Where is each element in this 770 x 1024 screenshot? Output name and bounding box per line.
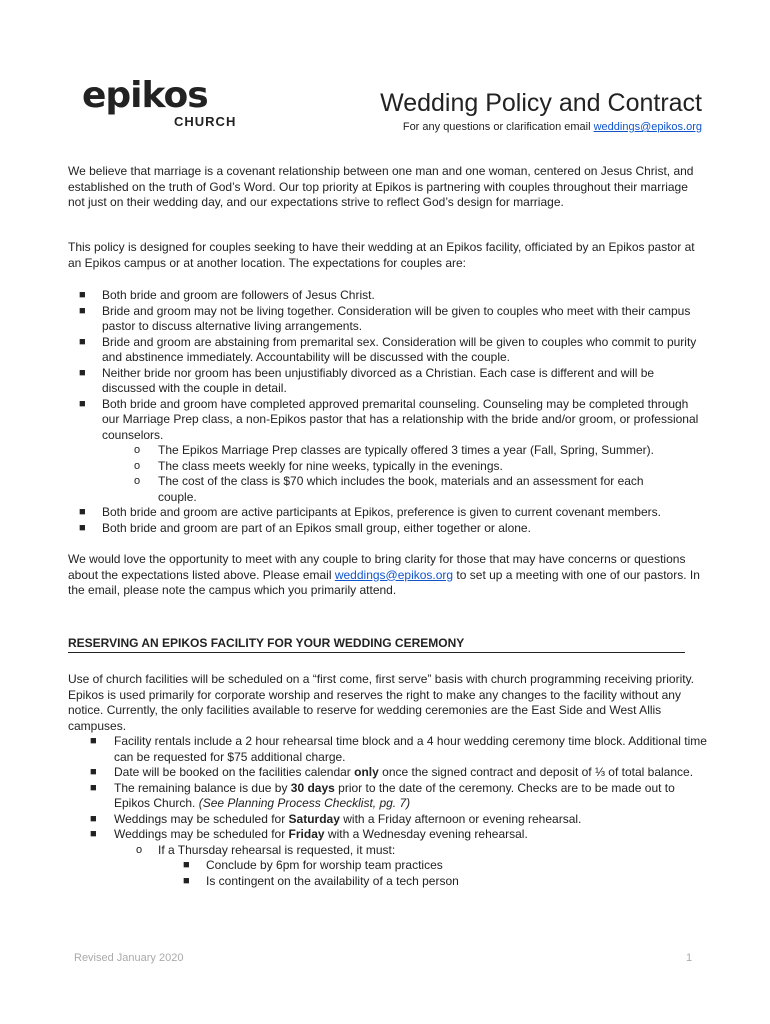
footer-revised-date: Revised January 2020 xyxy=(74,952,184,964)
sub-list-item-text: The Epikos Marriage Prep classes are typically offered 3 times a year (Fall, Spring, Summer). xyxy=(158,443,654,457)
sub-list-item-text: If a Thursday rehearsal is requested, it must: xyxy=(158,842,396,857)
intro-paragraph-1: We believe that marriage is a covenant relationship between one man and one woman, centered on Jesus Christ, and established on the truth of God’s Word. Our top priority at Epikos is partnering with couples throughout their marriage not just on their wedding day, and our expectations strive to reflect God’s design for marriage. xyxy=(68,164,694,209)
closing-text-after: to set up a meeting with one of our pastors. In the email, please note the campus which you primarily attend. xyxy=(68,567,700,597)
sub-sub-list-item xyxy=(158,874,708,890)
sub-list-item xyxy=(102,474,708,505)
list-item xyxy=(68,505,708,521)
thursday-sublist xyxy=(158,858,708,889)
emphasis-saturday: Saturday xyxy=(288,811,340,826)
list-item-text: Bride and groom may not be living together. Consideration will be given to couples who meet with their campus pastor to discuss alternative living arrangements. xyxy=(102,303,691,333)
contact-prefix: For any questions or clarification email xyxy=(402,121,594,133)
closing-paragraph xyxy=(68,552,704,599)
epikos-church-logo xyxy=(82,75,252,132)
footer-page-number: 1 xyxy=(686,952,693,964)
list-item xyxy=(68,827,708,889)
sub-sub-list-item-text: Is contingent on the availability of a tech person xyxy=(206,873,459,888)
bullet-circle-icon: o xyxy=(134,459,141,472)
logo-wordmark: epikos xyxy=(82,75,208,116)
marriage-prep-sublist xyxy=(102,443,708,505)
bullet-square-icon: ■ xyxy=(79,397,86,410)
bullet-square-icon: ■ xyxy=(79,521,86,534)
bullet-square-icon: ■ xyxy=(90,812,97,825)
page-title: Wedding Policy and Contract xyxy=(380,89,702,117)
list-item-text: Weddings may be scheduled for xyxy=(114,827,289,841)
emphasis-friday: Friday xyxy=(288,827,325,841)
friday-sublist xyxy=(114,843,708,890)
section-heading-reserving: RESERVING AN EPIKOS FACILITY FOR YOUR WEDDING CEREMONY xyxy=(68,636,685,653)
bullet-square-icon: ■ xyxy=(79,335,86,348)
reserving-intro: Use of church facilities will be scheduled on a “first come, first serve” basis with church programming receiving priority. Epikos is used primarily for corporate worship and reserves the right to make any changes to the facility without any notice. Currently, the only facilities available to reserve for wedding ceremonies are the East Side and West Allis campuses. xyxy=(68,672,695,733)
bullet-square-icon: ■ xyxy=(79,366,86,379)
sub-list-item xyxy=(102,459,708,475)
bullet-circle-icon: o xyxy=(134,475,141,487)
list-item xyxy=(68,366,708,397)
bullet-circle-icon: o xyxy=(134,444,141,456)
bullet-square-icon: ■ xyxy=(90,766,97,778)
expectations-list xyxy=(68,288,708,536)
contact-line xyxy=(403,120,702,134)
list-item xyxy=(68,765,708,781)
reserving-list xyxy=(68,734,708,889)
intro-paragraph-2: This policy is designed for couples seeking to have their wedding at an Epikos facility, officiated by an Epikos pastor at an Epikos campus or at another location. The expectations for couples are: xyxy=(68,240,695,270)
bullet-circle-icon: o xyxy=(136,843,143,856)
sub-list-item-text: The class meets weekly for nine weeks, typically in the evenings. xyxy=(158,458,503,473)
list-item-text: Bride and groom are abstaining from premarital sex. Consideration will be given to couples who commit to purity and abstinence immediately. Accountability will be discussed with the couple. xyxy=(102,334,697,364)
list-item-text: Both bride and groom are active participants at Epikos, preference is given to current covenant members. xyxy=(102,505,661,519)
list-item-text: The remaining balance is due by xyxy=(114,780,291,795)
sub-list-item xyxy=(114,843,708,890)
closing-text-before: We would love the opportunity to meet with any couple to bring clarity for those that may have concerns or questions about the expectations listed above. Please email xyxy=(68,552,686,582)
list-item-text: with a Wednesday evening rehearsal. xyxy=(324,827,528,841)
list-item-text: Date will be booked on the facilities calendar xyxy=(114,765,355,779)
list-item-text: once the signed contract and deposit of ⅓ of total balance. xyxy=(378,765,694,779)
emphasis-only: only xyxy=(354,765,379,779)
logo-subtext: CHURCH xyxy=(174,114,237,129)
list-item xyxy=(68,335,708,366)
bullet-square-icon: ■ xyxy=(90,828,97,840)
sub-list-item xyxy=(102,443,708,459)
list-item-text: Both bride and groom have completed approved premarital counseling. Counseling may be completed through our Marriage Prep class, a non-Epikos pastor that has a relationship with the bride and/or groom, or professional counselors. xyxy=(102,396,699,442)
checklist-reference: (See Planning Process Checklist, pg. 7) xyxy=(198,796,411,810)
emphasis-30-days: 30 days xyxy=(290,780,335,795)
list-item-text: Neither bride nor groom has been unjustifiably divorced as a Christian. Each case is different and will be discussed with the couple in detail. xyxy=(102,365,655,395)
list-item-text: Facility rentals include a 2 hour rehearsal time block and a 4 hour wedding ceremony time block. Additional time can be requested for $75 additional charge. xyxy=(114,734,707,764)
list-item xyxy=(68,397,708,506)
sub-list-item-text: The cost of the class is $70 which includes the book, materials and an assessment for each couple. xyxy=(158,474,644,504)
email-link-body[interactable]: weddings@epikos.org xyxy=(334,567,454,582)
list-item-text: Both bride and groom are followers of Jesus Christ. xyxy=(102,288,375,302)
list-item xyxy=(68,521,708,537)
list-item xyxy=(68,734,708,765)
bullet-square-icon: ■ xyxy=(183,874,190,887)
list-item-text: Both bride and groom are part of an Epikos small group, either together or alone. xyxy=(102,520,531,535)
sub-sub-list-item-text: Conclude by 6pm for worship team practices xyxy=(206,858,443,872)
bullet-square-icon: ■ xyxy=(183,859,190,871)
bullet-square-icon: ■ xyxy=(79,304,86,317)
list-item-text: with a Friday afternoon or evening rehearsal. xyxy=(339,811,582,826)
list-item xyxy=(68,812,708,828)
sub-sub-list-item xyxy=(158,858,708,874)
email-link-header[interactable]: weddings@epikos.org xyxy=(593,121,702,133)
list-item xyxy=(68,288,708,304)
list-item-text: prior to the date of the ceremony. Checks are to be made out to Epikos Church. xyxy=(114,780,675,810)
list-item xyxy=(68,304,708,335)
bullet-square-icon: ■ xyxy=(79,506,86,518)
bullet-square-icon: ■ xyxy=(90,735,97,747)
bullet-square-icon: ■ xyxy=(79,289,86,301)
list-item xyxy=(68,781,708,812)
bullet-square-icon: ■ xyxy=(90,781,97,794)
list-item-text: Weddings may be scheduled for xyxy=(114,811,289,826)
